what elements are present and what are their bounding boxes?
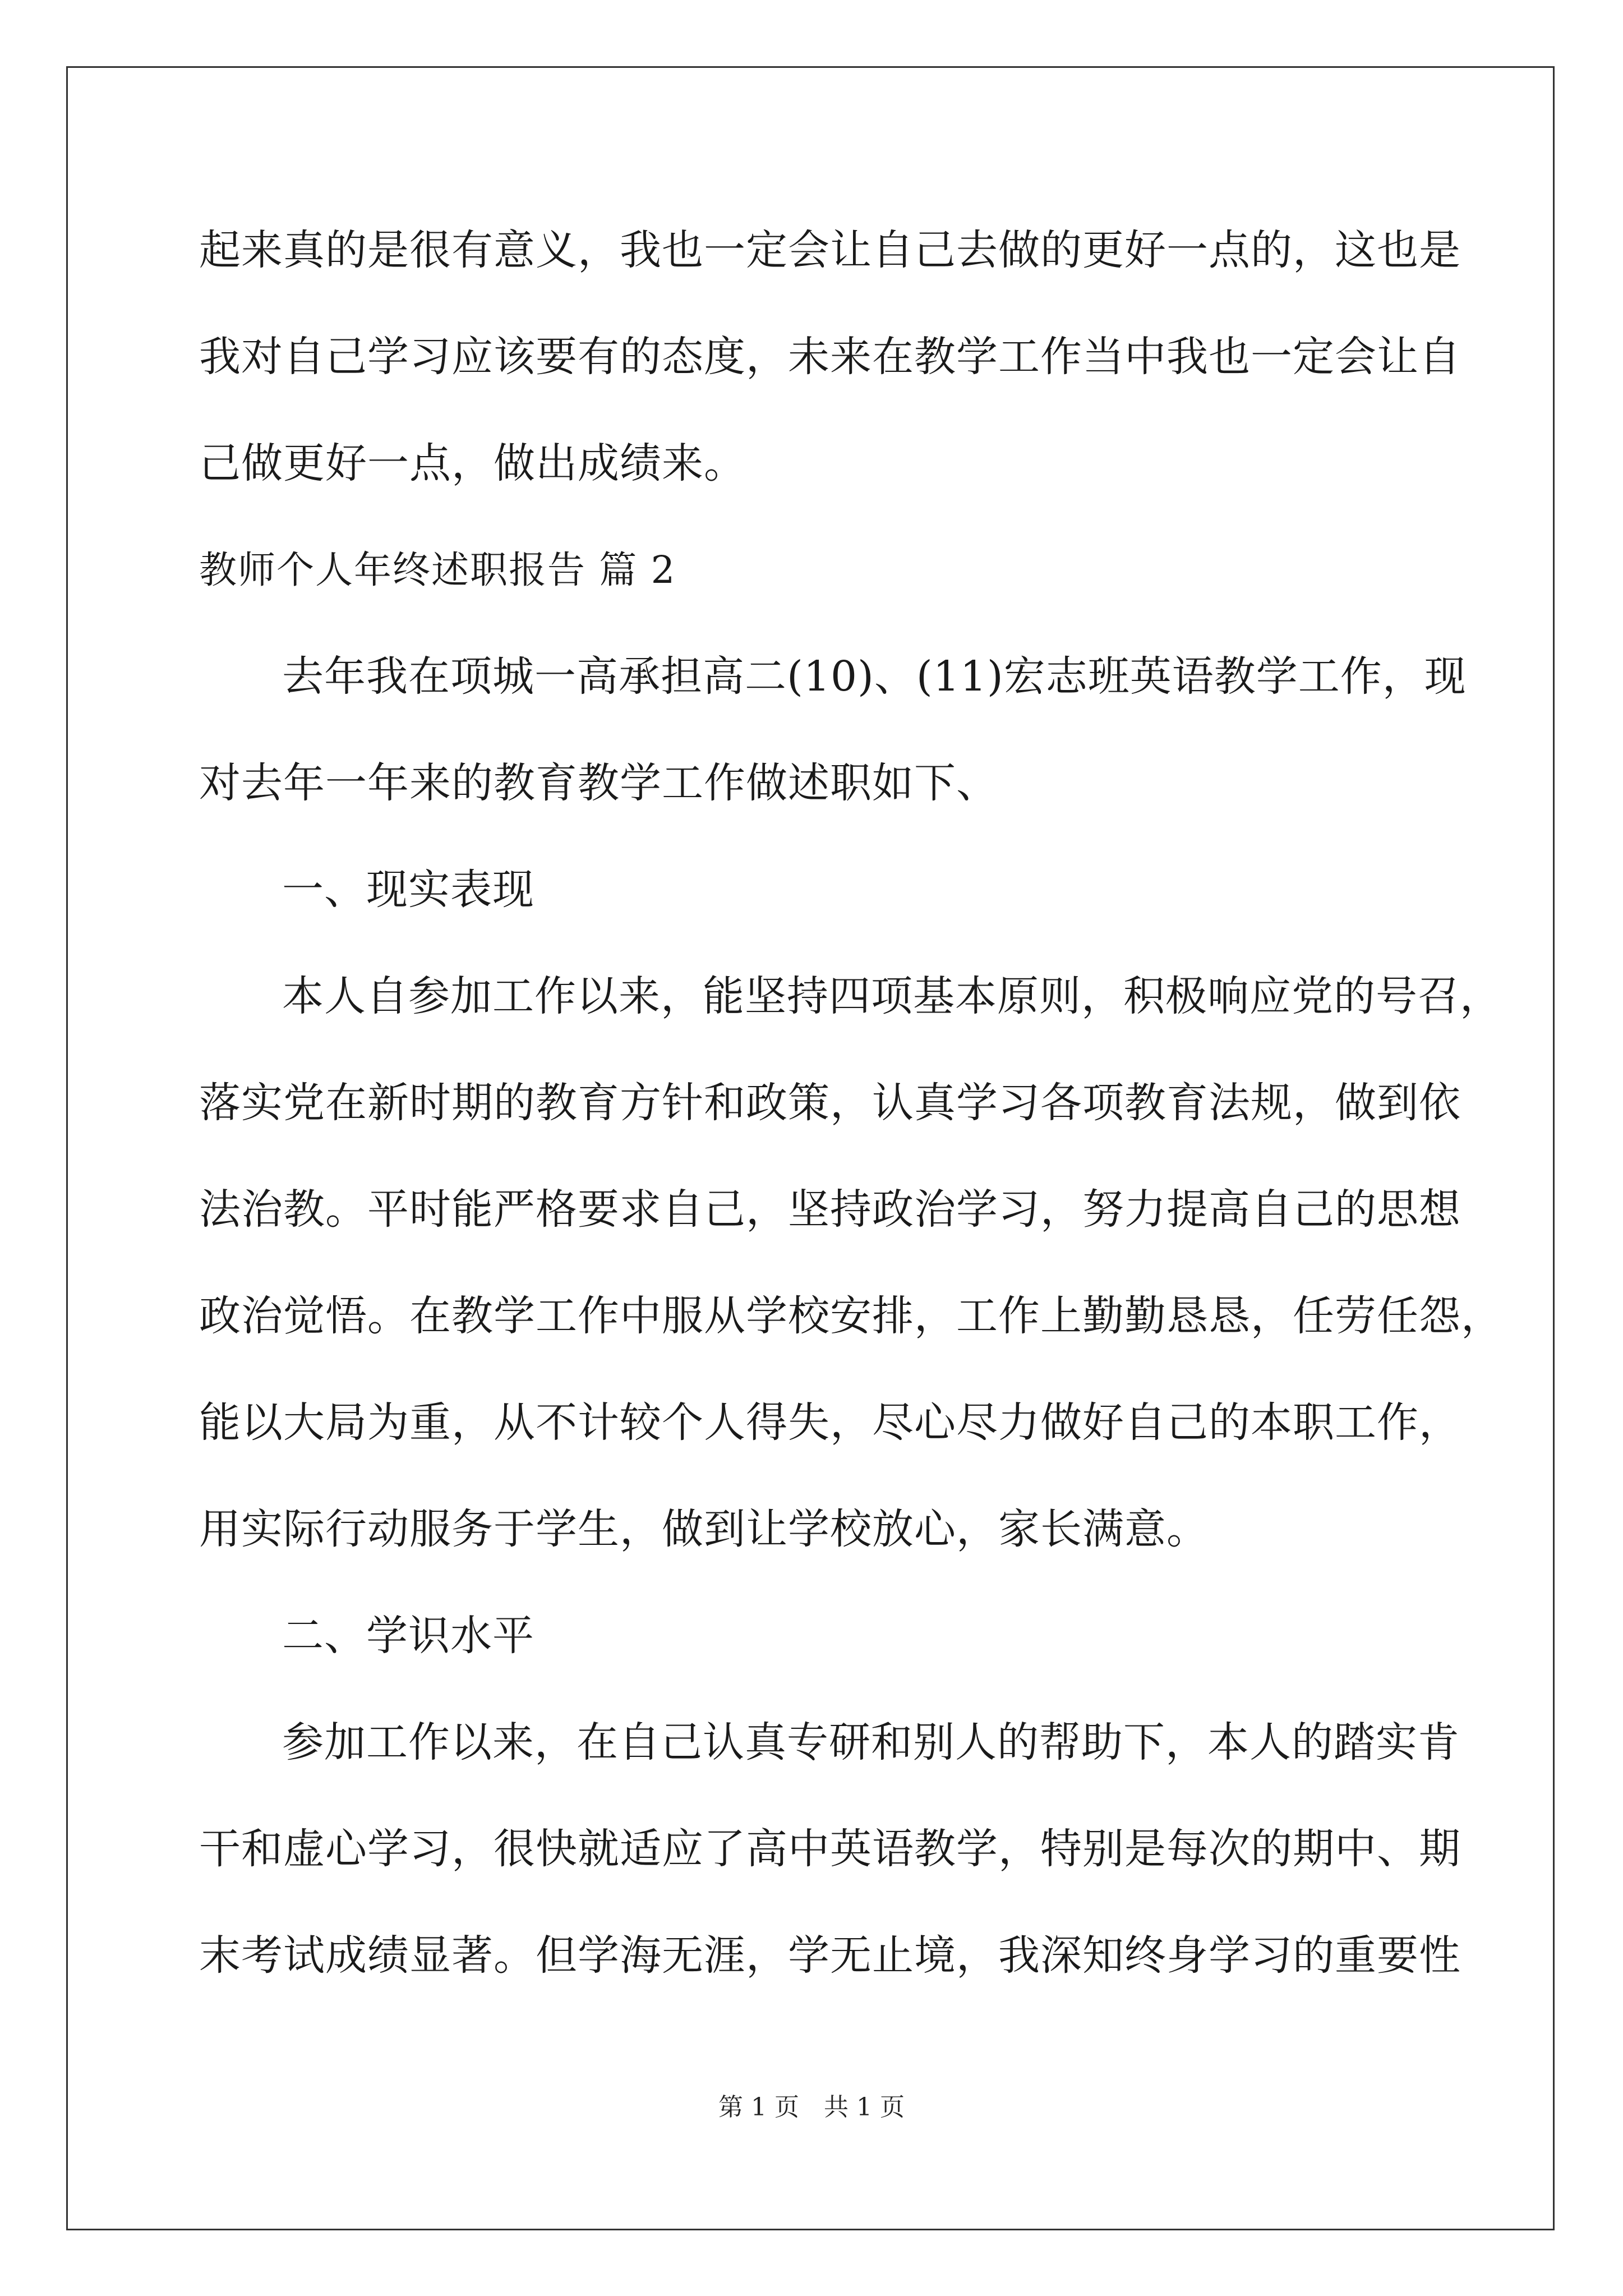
subheading-knowledge: 二、学识水平: [282, 1612, 534, 1660]
paragraph-line: 起来真的是很有意义，我也一定会让自己去做的更好一点的，这也是: [199, 226, 1461, 274]
paragraph-line: 用实际行动服务于学生，做到让学校放心，家长满意。: [199, 1505, 1209, 1553]
paragraph-line: 本人自参加工作以来，能坚持四项基本原则，积极响应党的号召，: [282, 972, 1502, 1020]
paragraph-line: 我对自己学习应该要有的态度，未来在教学工作当中我也一定会让自: [199, 333, 1461, 381]
page-number: 第 1 页 共 1 页: [718, 2093, 905, 2122]
paragraph-line: 政治觉悟。在教学工作中服从学校安排，工作上勤勤恳恳，任劳任怨，: [199, 1292, 1503, 1340]
paragraph-line: 己做更好一点，做出成绩来。: [199, 439, 746, 487]
section-heading: 教师个人年终述职报告 篇 2: [199, 548, 676, 592]
paragraph-line: 能以大局为重，从不计较个人得失，尽心尽力做好自己的本职工作，: [199, 1398, 1461, 1447]
document-body: [199, 218, 1503, 2030]
paragraph-line: 去年我在项城一高承担高二(10)、(11)宏志班英语教学工作，现: [282, 652, 1467, 701]
subheading-reality: 一、现实表现: [282, 866, 534, 914]
paragraph-line: 干和虚心学习，很快就适应了高中英语教学，特别是每次的期中、期: [199, 1825, 1461, 1873]
paragraph-line: 末考试成绩显著。但学海无涯，学无止境，我深知终身学习的重要性: [199, 1931, 1461, 1980]
paragraph-line: 落实党在新时期的教育方针和政策，认真学习各项教育法规，做到依: [199, 1079, 1461, 1127]
paragraph-line: 对去年一年来的教育教学工作做述职如下、: [199, 759, 998, 807]
paragraph-line: 参加工作以来，在自己认真专研和别人的帮助下，本人的踏实肯: [282, 1718, 1460, 1766]
paragraph-line: 法治教。平时能严格要求自己，坚持政治学习，努力提高自己的思想: [199, 1185, 1461, 1234]
